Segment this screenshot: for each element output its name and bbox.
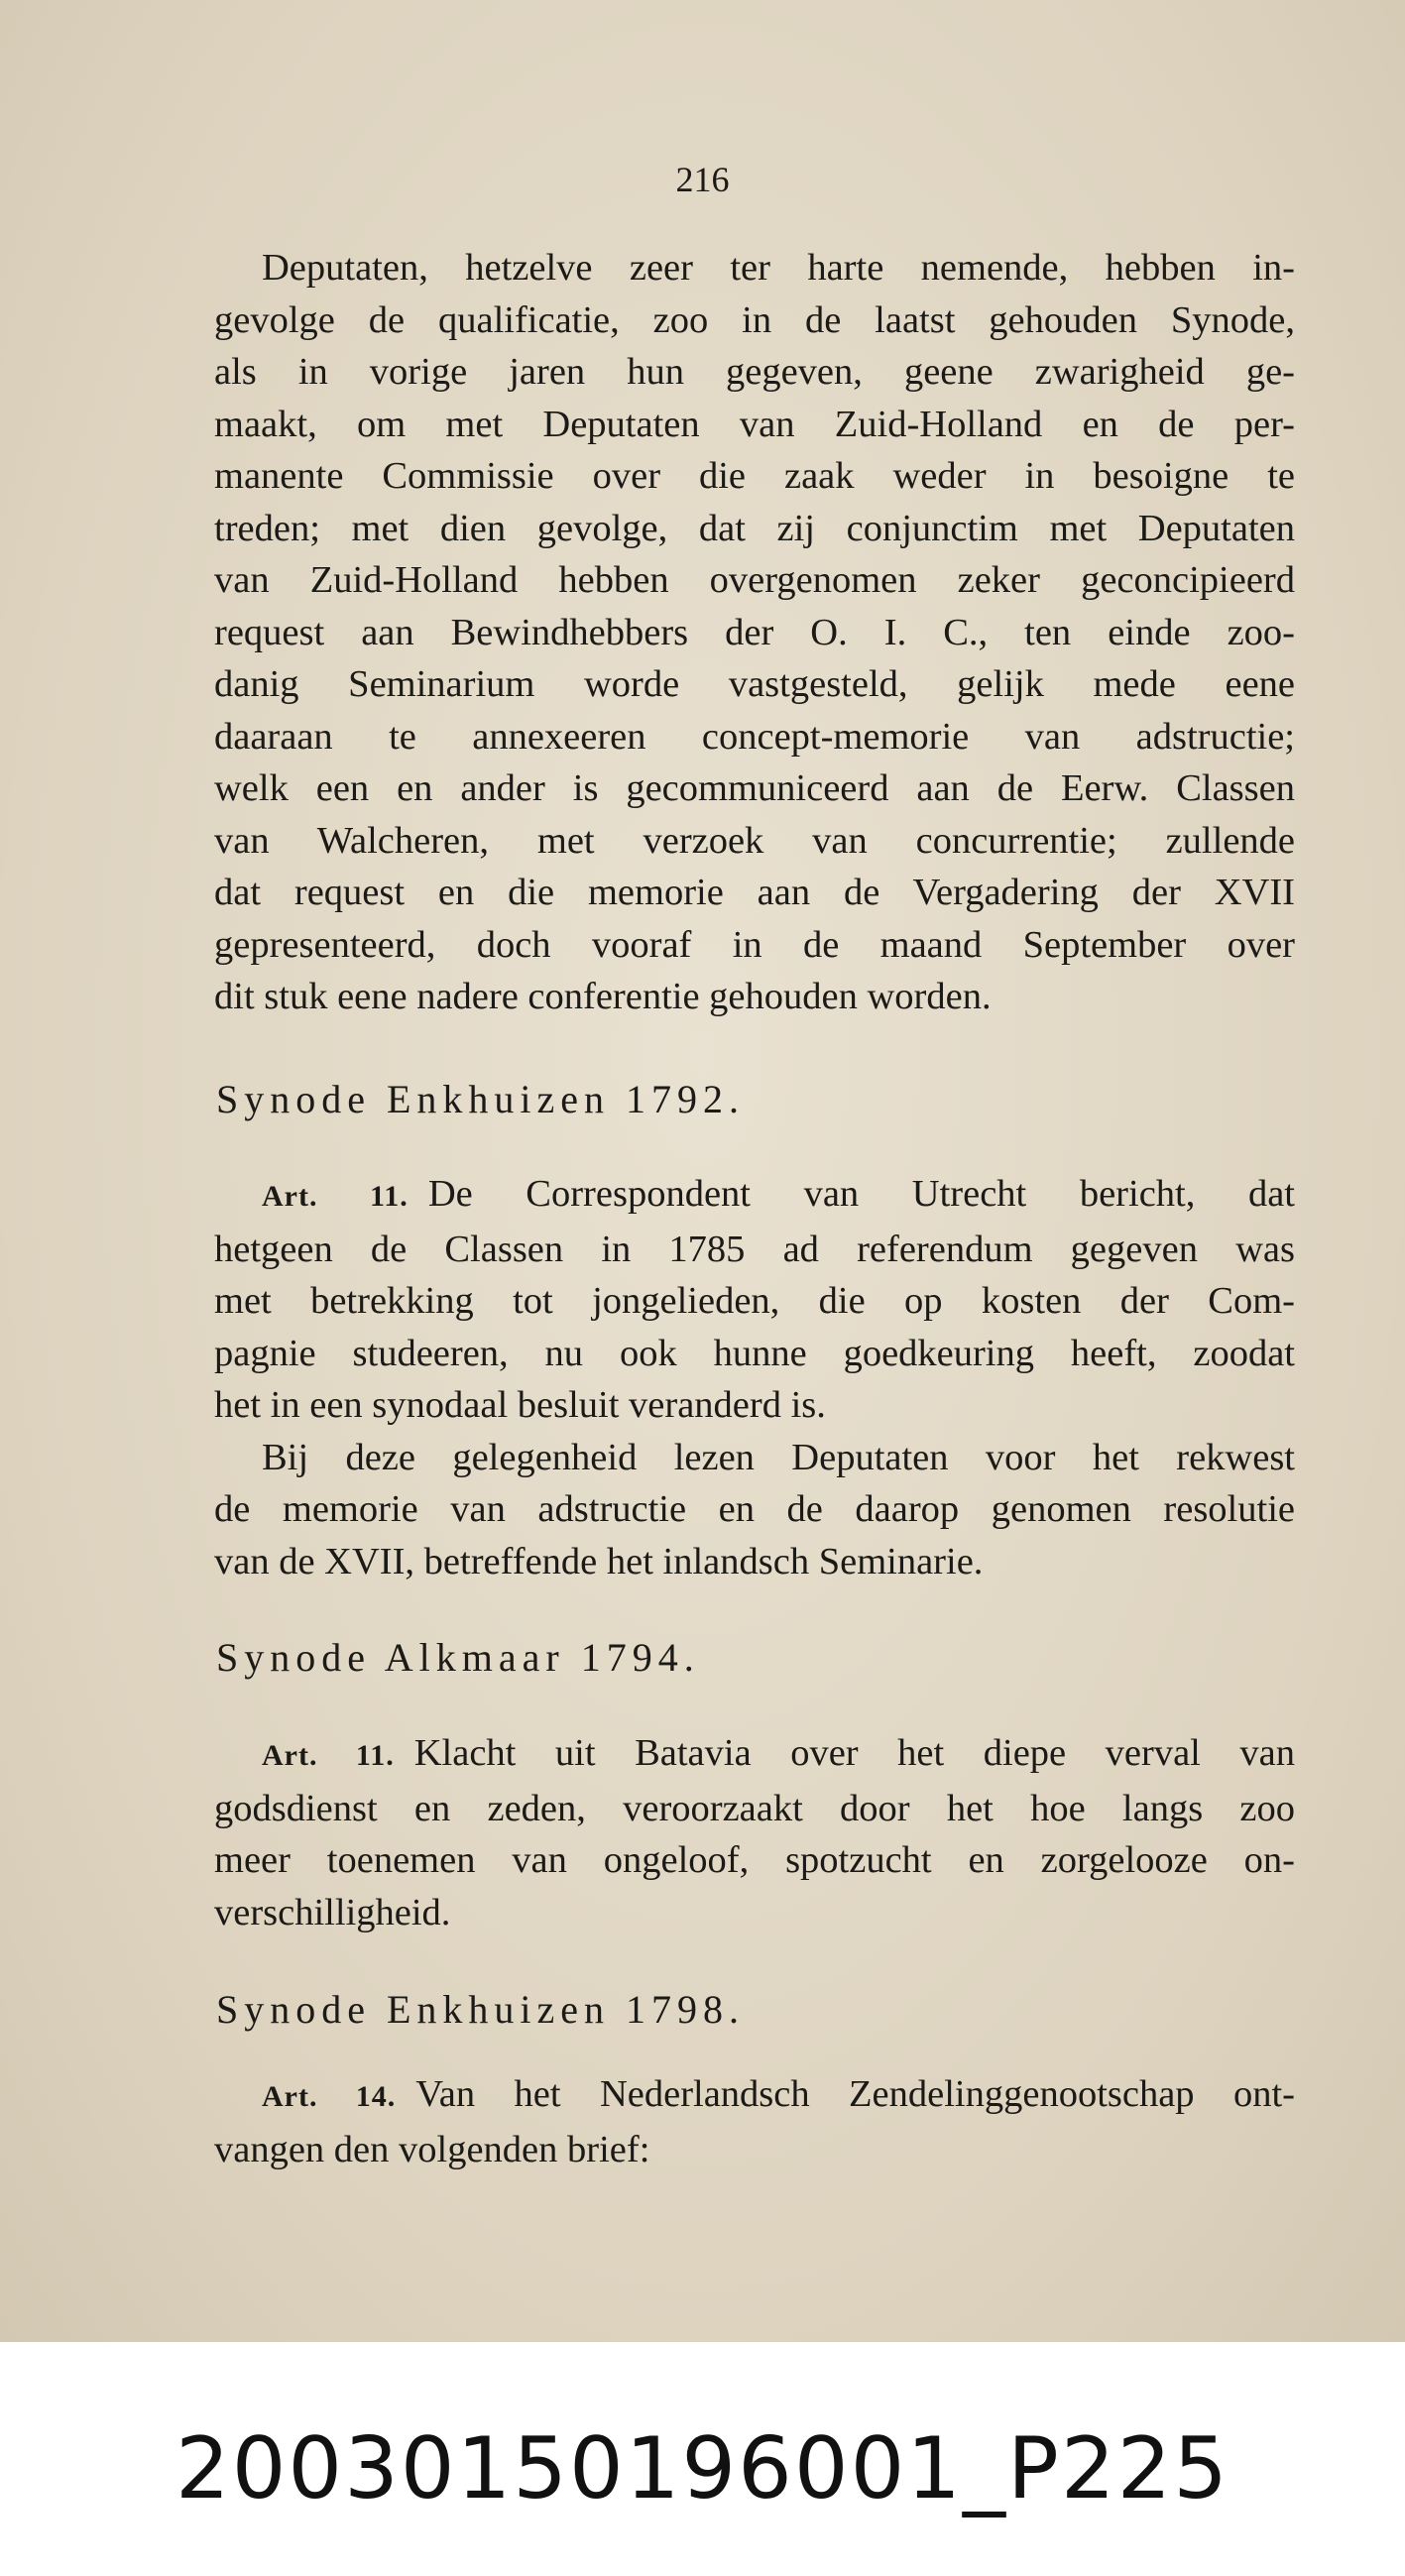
text-line: request aan Bewindhebbers der O. I. C., ten einde zoo- xyxy=(214,611,1295,653)
text-line: de memorie van adstructie en de daarop genomen resolutie xyxy=(214,1488,1295,1530)
text-line xyxy=(214,2068,1295,2124)
text-line: vangen den volgenden brief: xyxy=(214,2128,650,2170)
text-run: Klacht uit Batavia over het diepe verval van xyxy=(413,1732,1295,1774)
text-line: Bij deze gelegenheid lezen Deputaten voor het rekwest xyxy=(262,1436,1295,1478)
text-line: als in vorige jaren hun gegeven, geene zwarigheid ge- xyxy=(214,351,1295,393)
opening-paragraph xyxy=(214,242,1295,1023)
text-line: dit stuk eene nadere conferentie gehouden worden. xyxy=(214,976,992,1017)
text-line: hetgeen de Classen in 1785 ad referendum gegeven was xyxy=(214,1228,1295,1270)
text-line: gepresenteerd, doch vooraf in de maand September over xyxy=(214,923,1295,966)
text-line: pagnie studeeren, nu ook hunne goedkeuring heeft, zoodat xyxy=(214,1332,1295,1374)
text-line: danig Seminarium worde vastgesteld, gelijk mede eene xyxy=(214,663,1295,705)
text-line: maakt, om met Deputaten van Zuid-Holland en de per- xyxy=(214,403,1295,445)
section-body xyxy=(214,2068,1295,2175)
text-line: treden; met dien gevolge, dat zij conjunctim met Deputaten xyxy=(214,507,1295,549)
text-line: van de XVII, betreffende het inlandsch Seminarie. xyxy=(214,1540,984,1582)
text-line: gevolge de qualificatie, zoo in de laatst gehouden Synode, xyxy=(214,298,1295,341)
section-heading: Synode Enkhuizen 1792. xyxy=(216,1077,746,1121)
text-line: welk een en ander is gecommuniceerd aan de Eerw. Classen xyxy=(214,767,1295,809)
text-line: dat request en die memorie aan de Vergadering der XVII xyxy=(214,872,1295,913)
text-line: meer toenemen van ongeloof, spotzucht en zorgelooze on- xyxy=(214,1839,1295,1881)
article-label: Art. 14. xyxy=(262,2080,397,2113)
section-body xyxy=(214,1168,1295,1587)
article-label: Art. 11. xyxy=(262,1180,409,1213)
section-heading: Synode Alkmaar 1794. xyxy=(216,1635,700,1680)
scan-identifier: 20030150196001_P225 xyxy=(175,2419,1230,2518)
text-run: De Correspondent van Utrecht bericht, dat xyxy=(427,1173,1295,1215)
text-line xyxy=(214,1727,1295,1783)
section-heading: Synode Enkhuizen 1798. xyxy=(216,1987,746,2032)
page-number: 216 xyxy=(675,160,730,199)
text-line: daaraan te annexeeren concept-memorie van adstructie; xyxy=(214,715,1295,758)
article-label: Art. 11. xyxy=(262,1739,395,1772)
section-body xyxy=(214,1727,1295,1938)
text-run: Van het Nederlandsch Zendelinggenootschap ont- xyxy=(415,2073,1295,2115)
text-line: van Walcheren, met verzoek van concurrentie; zullende xyxy=(214,819,1295,862)
text-line: van Zuid-Holland hebben overgenomen zeker geconcipieerd xyxy=(214,559,1295,601)
text-line: Deputaten, hetzelve zeer ter harte nemende, hebben in- xyxy=(262,247,1295,289)
text-line: met betrekking tot jongelieden, die op kosten der Com- xyxy=(214,1280,1295,1322)
text-line: verschilligheid. xyxy=(214,1891,451,1933)
text-line xyxy=(214,1168,1295,1224)
text-line: manente Commissie over die zaak weder in besoigne te xyxy=(214,455,1295,497)
text-line: godsdienst en zeden, veroorzaakt door het hoe langs zoo xyxy=(214,1787,1295,1829)
text-line: het in een synodaal besluit veranderd is. xyxy=(214,1384,826,1426)
